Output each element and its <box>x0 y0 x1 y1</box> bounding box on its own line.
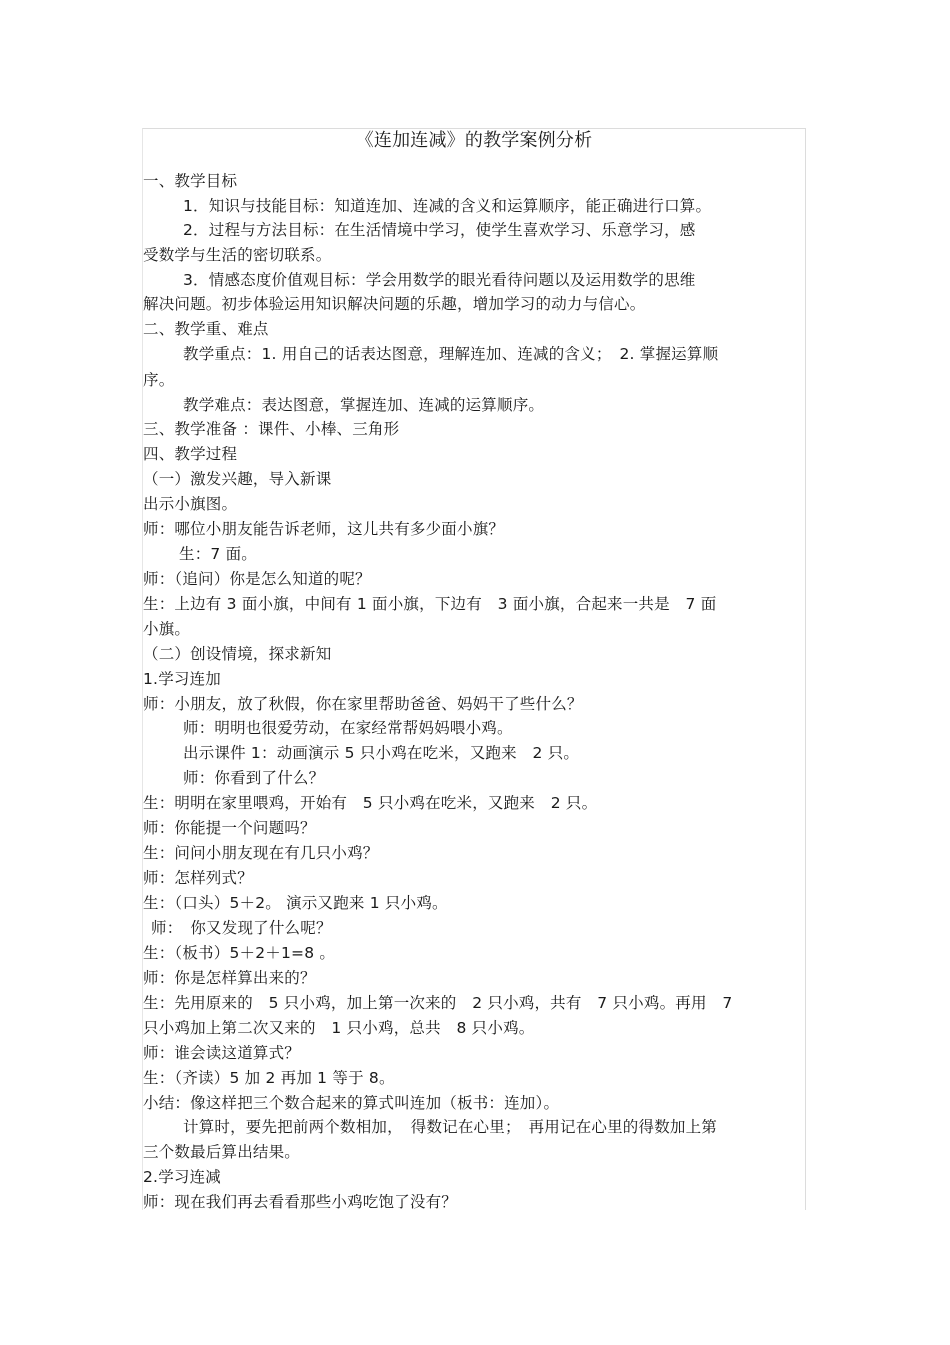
section-heading: 四、教学过程 <box>143 445 238 463</box>
summary-line: 小结：像这样把三个数合起来的算式叫连加（板书：连加）。 <box>143 1094 560 1112</box>
dialogue-line: 生：（口头）5＋2。 演示又跑来 1 只小鸡。 <box>143 894 448 912</box>
dialogue-line: 师：你看到了什么？ <box>183 769 325 787</box>
paragraph-line: 3．情感态度价值观目标：学会用数学的眼光看待问题以及运用数学的思维 <box>183 271 696 289</box>
subsection-heading: 2.学习连减 <box>143 1168 221 1186</box>
subsection-heading: （二）创设情境，探求新知 <box>143 645 332 663</box>
paragraph-line: 出示小旗图。 <box>143 495 238 513</box>
dialogue-line: 师：你是怎样算出来的？ <box>143 969 316 987</box>
paragraph-line: 教学重点：1. 用自己的话表达图意，理解连加、连减的含义； 2. 掌握运算顺 <box>183 345 719 363</box>
paragraph-line: 2．过程与方法目标：在生活情境中学习，使学生喜欢学习、乐意学习，感 <box>183 221 696 239</box>
document-title: 《连加连减》的教学案例分析 <box>355 130 593 151</box>
dialogue-line: 师：你能提一个问题吗？ <box>143 819 316 837</box>
subsection-heading: （一）激发兴趣，导入新课 <box>143 470 332 488</box>
paragraph-line: 1．知识与技能目标：知道连加、连减的含义和运算顺序，能正确进行口算。 <box>183 197 712 215</box>
dialogue-line: 师：（追问）你是怎么知道的呢？ <box>143 570 371 588</box>
dialogue-line: 生：（齐读）5 加 2 再加 1 等于 8。 <box>143 1069 395 1087</box>
dialogue-line: 生：先用原来的 5 只小鸡，加上第一次来的 2 只小鸡，共有 7 只小鸡。再用 7 <box>143 994 733 1012</box>
dialogue-line: 师：小朋友，放了秋假，你在家里帮助爸爸、妈妈干了些什么？ <box>143 695 583 713</box>
paragraph-line: 序。 <box>143 371 175 389</box>
dialogue-line: 生：（板书）5＋2＋1=8 。 <box>143 944 336 962</box>
dialogue-line: 师：明明也很爱劳动，在家经常帮妈妈喂小鸡。 <box>183 719 513 737</box>
dialogue-line: 小旗。 <box>143 620 191 638</box>
subsection-heading: 1.学习连加 <box>143 670 221 688</box>
paragraph-line: 教学难点：表达图意，掌握连加、连减的运算顺序。 <box>183 396 545 414</box>
dialogue-line: 师：哪位小朋友能告诉老师，这儿共有多少面小旗？ <box>143 520 505 538</box>
paragraph-line: 受数学与生活的密切联系。 <box>143 246 332 264</box>
dialogue-line: 生：7 面。 <box>179 545 257 563</box>
dialogue-line: 师：谁会读这道算式？ <box>143 1044 301 1062</box>
dialogue-line: 只小鸡加上第二次又来的 1 只小鸡，总共 8 只小鸡。 <box>143 1019 535 1037</box>
dialogue-line: 师： 你又发现了什么呢？ <box>151 919 332 937</box>
section-heading: 一、教学目标 <box>143 172 238 190</box>
dialogue-line: 生：明明在家里喂鸡，开始有 5 只小鸡在吃米，又跑来 2 只。 <box>143 794 598 812</box>
dialogue-line: 生：上边有 3 面小旗，中间有 1 面小旗，下边有 3 面小旗，合起来一共是 7 面 <box>143 595 717 613</box>
paragraph-line: 三个数最后算出结果。 <box>143 1143 301 1161</box>
paragraph-line: 出示课件 1：动画演示 5 只小鸡在吃米，又跑来 2 只。 <box>183 744 580 762</box>
paragraph-line: 计算时，要先把前两个数相加， 得数记在心里； 再用记在心里的得数加上第 <box>183 1118 718 1136</box>
dialogue-line: 生：问问小朋友现在有几只小鸡？ <box>143 844 379 862</box>
paragraph-line: 解决问题。初步体验运用知识解决问题的乐趣，增加学习的动力与信心。 <box>143 295 646 313</box>
section-heading: 二、教学重、难点 <box>143 320 269 338</box>
section-heading: 三、教学准备 ：课件、小棒、三角形 <box>143 420 400 438</box>
dialogue-line: 师：怎样列式？ <box>143 869 253 887</box>
dialogue-line: 师：现在我们再去看看那些小鸡吃饱了没有？ <box>143 1193 458 1211</box>
